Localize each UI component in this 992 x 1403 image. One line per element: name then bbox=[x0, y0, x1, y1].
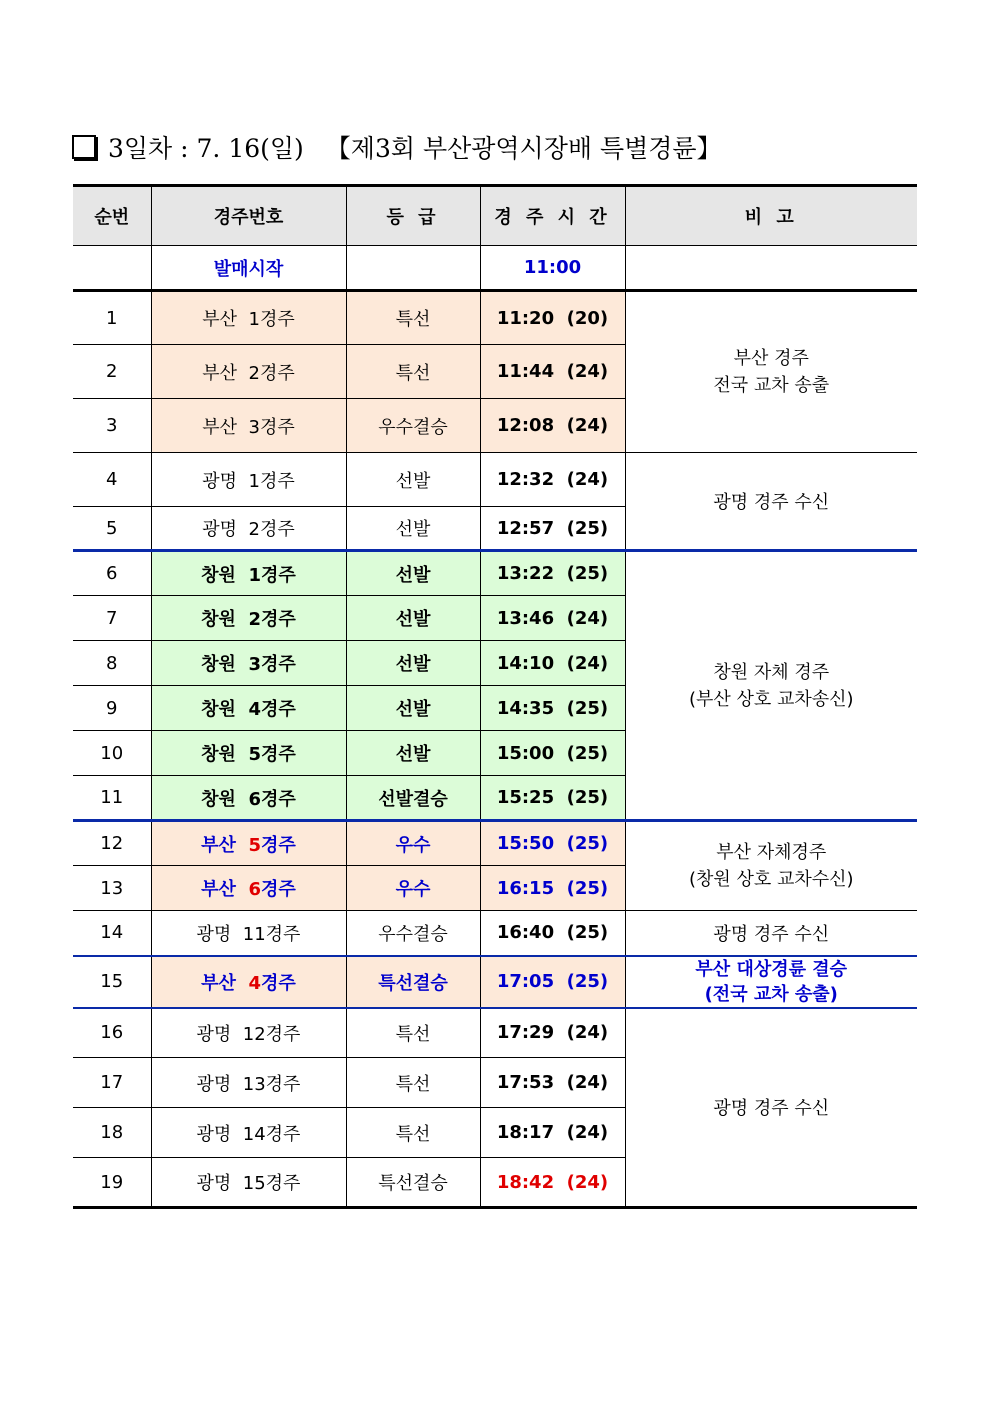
race-cell: 부산 4경주 bbox=[151, 956, 346, 1008]
row-number: 1 bbox=[73, 291, 151, 345]
note-busan-relay: 부산 경주 전국 교차 송출 bbox=[625, 291, 917, 453]
grade-cell: 선발 bbox=[346, 596, 480, 641]
sale-start-label: 발매시작 bbox=[151, 246, 346, 291]
time-cell: 15:00 (25) bbox=[480, 731, 625, 776]
row-number: 19 bbox=[73, 1158, 151, 1208]
race-cell: 창원 4경주 bbox=[151, 686, 346, 731]
table-row bbox=[73, 821, 917, 866]
table-row bbox=[73, 453, 917, 507]
row-number: 18 bbox=[73, 1108, 151, 1158]
time-cell: 18:42 (24) bbox=[480, 1158, 625, 1208]
table-row bbox=[73, 291, 917, 345]
row-number: 6 bbox=[73, 551, 151, 596]
row-number: 11 bbox=[73, 776, 151, 821]
race-cell: 창원 6경주 bbox=[151, 776, 346, 821]
race-cell: 창원 5경주 bbox=[151, 731, 346, 776]
time-cell: 17:53 (24) bbox=[480, 1058, 625, 1108]
time-cell: 11:20 (20) bbox=[480, 291, 625, 345]
time-cell: 12:08 (24) bbox=[480, 399, 625, 453]
row-number: 4 bbox=[73, 453, 151, 507]
time-cell: 14:10 (24) bbox=[480, 641, 625, 686]
row-number: 13 bbox=[73, 866, 151, 911]
race-cell: 광명 2경주 bbox=[151, 507, 346, 551]
race-cell: 광명 13경주 bbox=[151, 1058, 346, 1108]
header-row bbox=[73, 186, 917, 246]
page-title bbox=[72, 130, 722, 164]
col-header-time: 경 주 시 간 bbox=[480, 186, 625, 246]
time-cell: 14:35 (25) bbox=[480, 686, 625, 731]
grade-cell: 우수 bbox=[346, 821, 480, 866]
sale-start-time: 11:00 bbox=[480, 246, 625, 291]
table-row bbox=[73, 551, 917, 596]
grade-cell: 우수결승 bbox=[346, 399, 480, 453]
title-day: 3일차 : 7. 16(일) bbox=[108, 134, 304, 163]
race-cell: 부산 6경주 bbox=[151, 866, 346, 911]
col-header-grade: 등 급 bbox=[346, 186, 480, 246]
time-cell: 12:32 (24) bbox=[480, 453, 625, 507]
grade-cell: 특선결승 bbox=[346, 1158, 480, 1208]
row-number: 2 bbox=[73, 345, 151, 399]
time-cell: 16:15 (25) bbox=[480, 866, 625, 911]
row-number: 10 bbox=[73, 731, 151, 776]
time-cell: 15:50 (25) bbox=[480, 821, 625, 866]
row-number: 9 bbox=[73, 686, 151, 731]
grade-cell: 특선 bbox=[346, 1058, 480, 1108]
grade-cell: 특선 bbox=[346, 1108, 480, 1158]
time-cell: 17:05 (25) bbox=[480, 956, 625, 1008]
race-cell: 광명 1경주 bbox=[151, 453, 346, 507]
row-number: 15 bbox=[73, 956, 151, 1008]
sale-start-row bbox=[73, 246, 917, 291]
grade-cell: 선발 bbox=[346, 551, 480, 596]
grade-cell: 선발 bbox=[346, 641, 480, 686]
note-gwangmyeong-recv-14: 광명 경주 수신 bbox=[625, 911, 917, 956]
time-cell: 18:17 (24) bbox=[480, 1108, 625, 1158]
grade-cell: 선발 bbox=[346, 731, 480, 776]
row-number: 5 bbox=[73, 507, 151, 551]
race-cell: 부산 2경주 bbox=[151, 345, 346, 399]
race-cell: 창원 2경주 bbox=[151, 596, 346, 641]
grade-cell: 선발 bbox=[346, 453, 480, 507]
time-cell: 16:40 (25) bbox=[480, 911, 625, 956]
grade-cell: 우수결승 bbox=[346, 911, 480, 956]
grade-cell: 선발 bbox=[346, 686, 480, 731]
table-row bbox=[73, 956, 917, 1008]
time-cell: 12:57 (25) bbox=[480, 507, 625, 551]
row-number: 3 bbox=[73, 399, 151, 453]
grade-cell: 특선 bbox=[346, 291, 480, 345]
grade-cell: 우수 bbox=[346, 866, 480, 911]
row-number: 17 bbox=[73, 1058, 151, 1108]
grade-cell: 특선결승 bbox=[346, 956, 480, 1008]
grade-cell: 선발결승 bbox=[346, 776, 480, 821]
table-row bbox=[73, 911, 917, 956]
race-cell: 광명 14경주 bbox=[151, 1108, 346, 1158]
time-cell: 15:25 (25) bbox=[480, 776, 625, 821]
note-busan-self: 부산 자체경주 (창원 상호 교차수신) bbox=[625, 821, 917, 911]
time-cell: 13:46 (24) bbox=[480, 596, 625, 641]
grade-cell: 특선 bbox=[346, 345, 480, 399]
race-cell: 창원 3경주 bbox=[151, 641, 346, 686]
race-cell: 부산 5경주 bbox=[151, 821, 346, 866]
race-schedule-table bbox=[73, 184, 917, 1209]
col-header-order: 순번 bbox=[73, 186, 151, 246]
time-cell: 13:22 (25) bbox=[480, 551, 625, 596]
title-event: 【제3회 부산광역시장배 특별경륜】 bbox=[325, 134, 722, 163]
note-gwangmyeong-recv: 광명 경주 수신 bbox=[625, 453, 917, 551]
grade-cell: 선발 bbox=[346, 507, 480, 551]
row-number: 14 bbox=[73, 911, 151, 956]
note-gwangmyeong-recv-end: 광명 경주 수신 bbox=[625, 1008, 917, 1208]
row-number: 7 bbox=[73, 596, 151, 641]
note-changwon: 창원 자체 경주 (부산 상호 교차송신) bbox=[625, 551, 917, 821]
race-cell: 부산 3경주 bbox=[151, 399, 346, 453]
race-cell: 부산 1경주 bbox=[151, 291, 346, 345]
race-cell: 광명 11경주 bbox=[151, 911, 346, 956]
note-final: 부산 대상경륜 결승 (전국 교차 송출) bbox=[625, 956, 917, 1008]
row-number: 12 bbox=[73, 821, 151, 866]
col-header-note: 비 고 bbox=[625, 186, 917, 246]
race-cell: 창원 1경주 bbox=[151, 551, 346, 596]
row-number: 8 bbox=[73, 641, 151, 686]
table-row bbox=[73, 1008, 917, 1058]
grade-cell: 특선 bbox=[346, 1008, 480, 1058]
col-header-race: 경주번호 bbox=[151, 186, 346, 246]
time-cell: 17:29 (24) bbox=[480, 1008, 625, 1058]
row-number: 16 bbox=[73, 1008, 151, 1058]
checkbox-icon bbox=[72, 135, 96, 159]
race-cell: 광명 12경주 bbox=[151, 1008, 346, 1058]
time-cell: 11:44 (24) bbox=[480, 345, 625, 399]
race-cell: 광명 15경주 bbox=[151, 1158, 346, 1208]
